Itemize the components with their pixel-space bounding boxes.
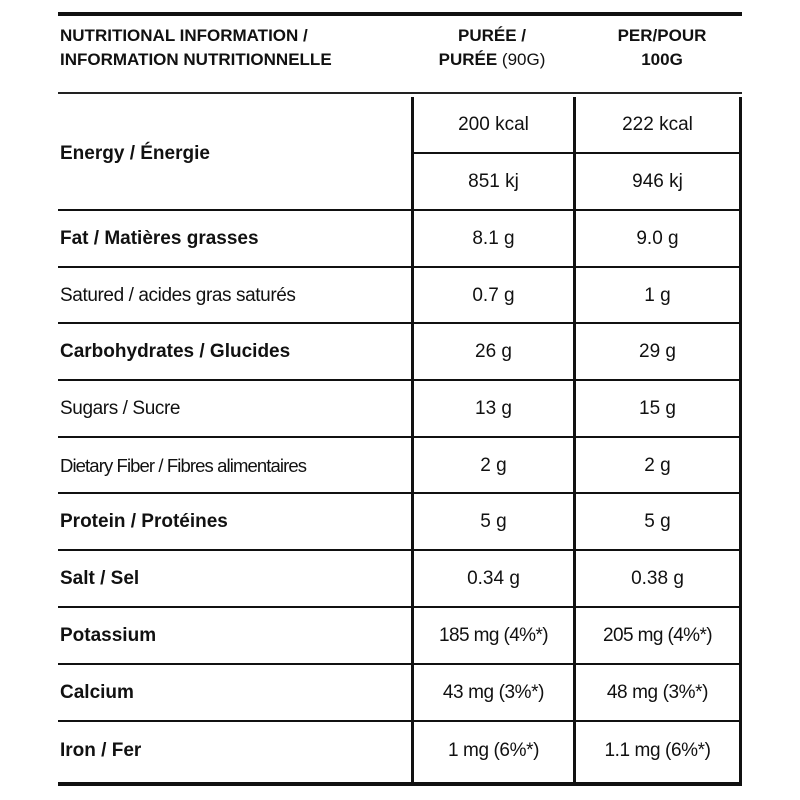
carbohydrates-label: Carbohydrates / Glucides: [60, 341, 291, 362]
header-label-line1: NUTRITIONAL INFORMATION /: [60, 26, 308, 45]
header-label-line2: INFORMATION NUTRITIONNELLE: [60, 50, 332, 69]
fat-per100: 9.0 g: [636, 228, 679, 249]
carbohydrates-per100: 29 g: [639, 341, 676, 362]
iron-per100: 1.1 mg (6%*): [604, 740, 711, 761]
header-serving-line1: PURÉE /: [457, 26, 527, 45]
fiber-label: Dietary Fiber / Fibres alimentaires: [60, 455, 307, 476]
energy-kcal-100g: 222 kcal: [622, 114, 693, 135]
potassium-serving: 185 mg (4%*): [439, 625, 548, 646]
carbohydrates-serving: 26 g: [475, 341, 512, 362]
header-divider: [58, 92, 742, 94]
fat-serving: 8.1 g: [472, 228, 515, 249]
energy-kcal-serving: 200 kcal: [458, 114, 529, 135]
energy-kj-serving: 851 kj: [468, 171, 519, 192]
bottom-rule: [58, 782, 742, 786]
salt-per100: 0.38 g: [631, 568, 684, 589]
fiber-serving: 2 g: [480, 455, 507, 476]
saturated-per100: 1 g: [644, 285, 671, 306]
calcium-label: Calcium: [60, 682, 134, 703]
salt-label: Salt / Sel: [60, 568, 140, 589]
nutrition-facts-panel: [58, 0, 742, 800]
energy-label: Energy / Énergie: [60, 142, 210, 164]
fat-label: Fat / Matières grasses: [60, 228, 259, 249]
potassium-label: Potassium: [60, 625, 157, 646]
iron-serving: 1 mg (6%*): [447, 740, 540, 761]
sugars-label: Sugars / Sucre: [60, 398, 181, 419]
header-serving-line2: PURÉE: [438, 50, 498, 69]
energy-kj-100g: 946 kj: [632, 171, 683, 192]
potassium-per100: 205 mg (4%*): [603, 625, 712, 646]
protein-label: Protein / Protéines: [60, 511, 228, 532]
header-label: [60, 24, 400, 72]
protein-per100: 5 g: [644, 511, 671, 532]
header-serving-size: (90G): [497, 50, 546, 69]
column-divider-3: [739, 97, 742, 782]
sugars-per100: 15 g: [639, 398, 676, 419]
salt-serving: 0.34 g: [467, 568, 520, 589]
calcium-per100: 48 mg (3%*): [606, 682, 709, 703]
header-serving-column: [414, 24, 570, 72]
iron-label: Iron / Fer: [60, 740, 142, 761]
fiber-per100: 2 g: [644, 455, 671, 476]
header-per100-line1: PER/POUR: [617, 26, 707, 45]
calcium-serving: 43 mg (3%*): [442, 682, 545, 703]
top-rule: [58, 12, 742, 16]
saturated-label: Satured / acides gras saturés: [60, 285, 296, 306]
header-per100-line2: 100G: [641, 50, 683, 69]
header-per100-column: [582, 24, 742, 72]
sugars-serving: 13 g: [475, 398, 512, 419]
saturated-serving: 0.7 g: [472, 285, 515, 306]
protein-serving: 5 g: [480, 511, 507, 532]
